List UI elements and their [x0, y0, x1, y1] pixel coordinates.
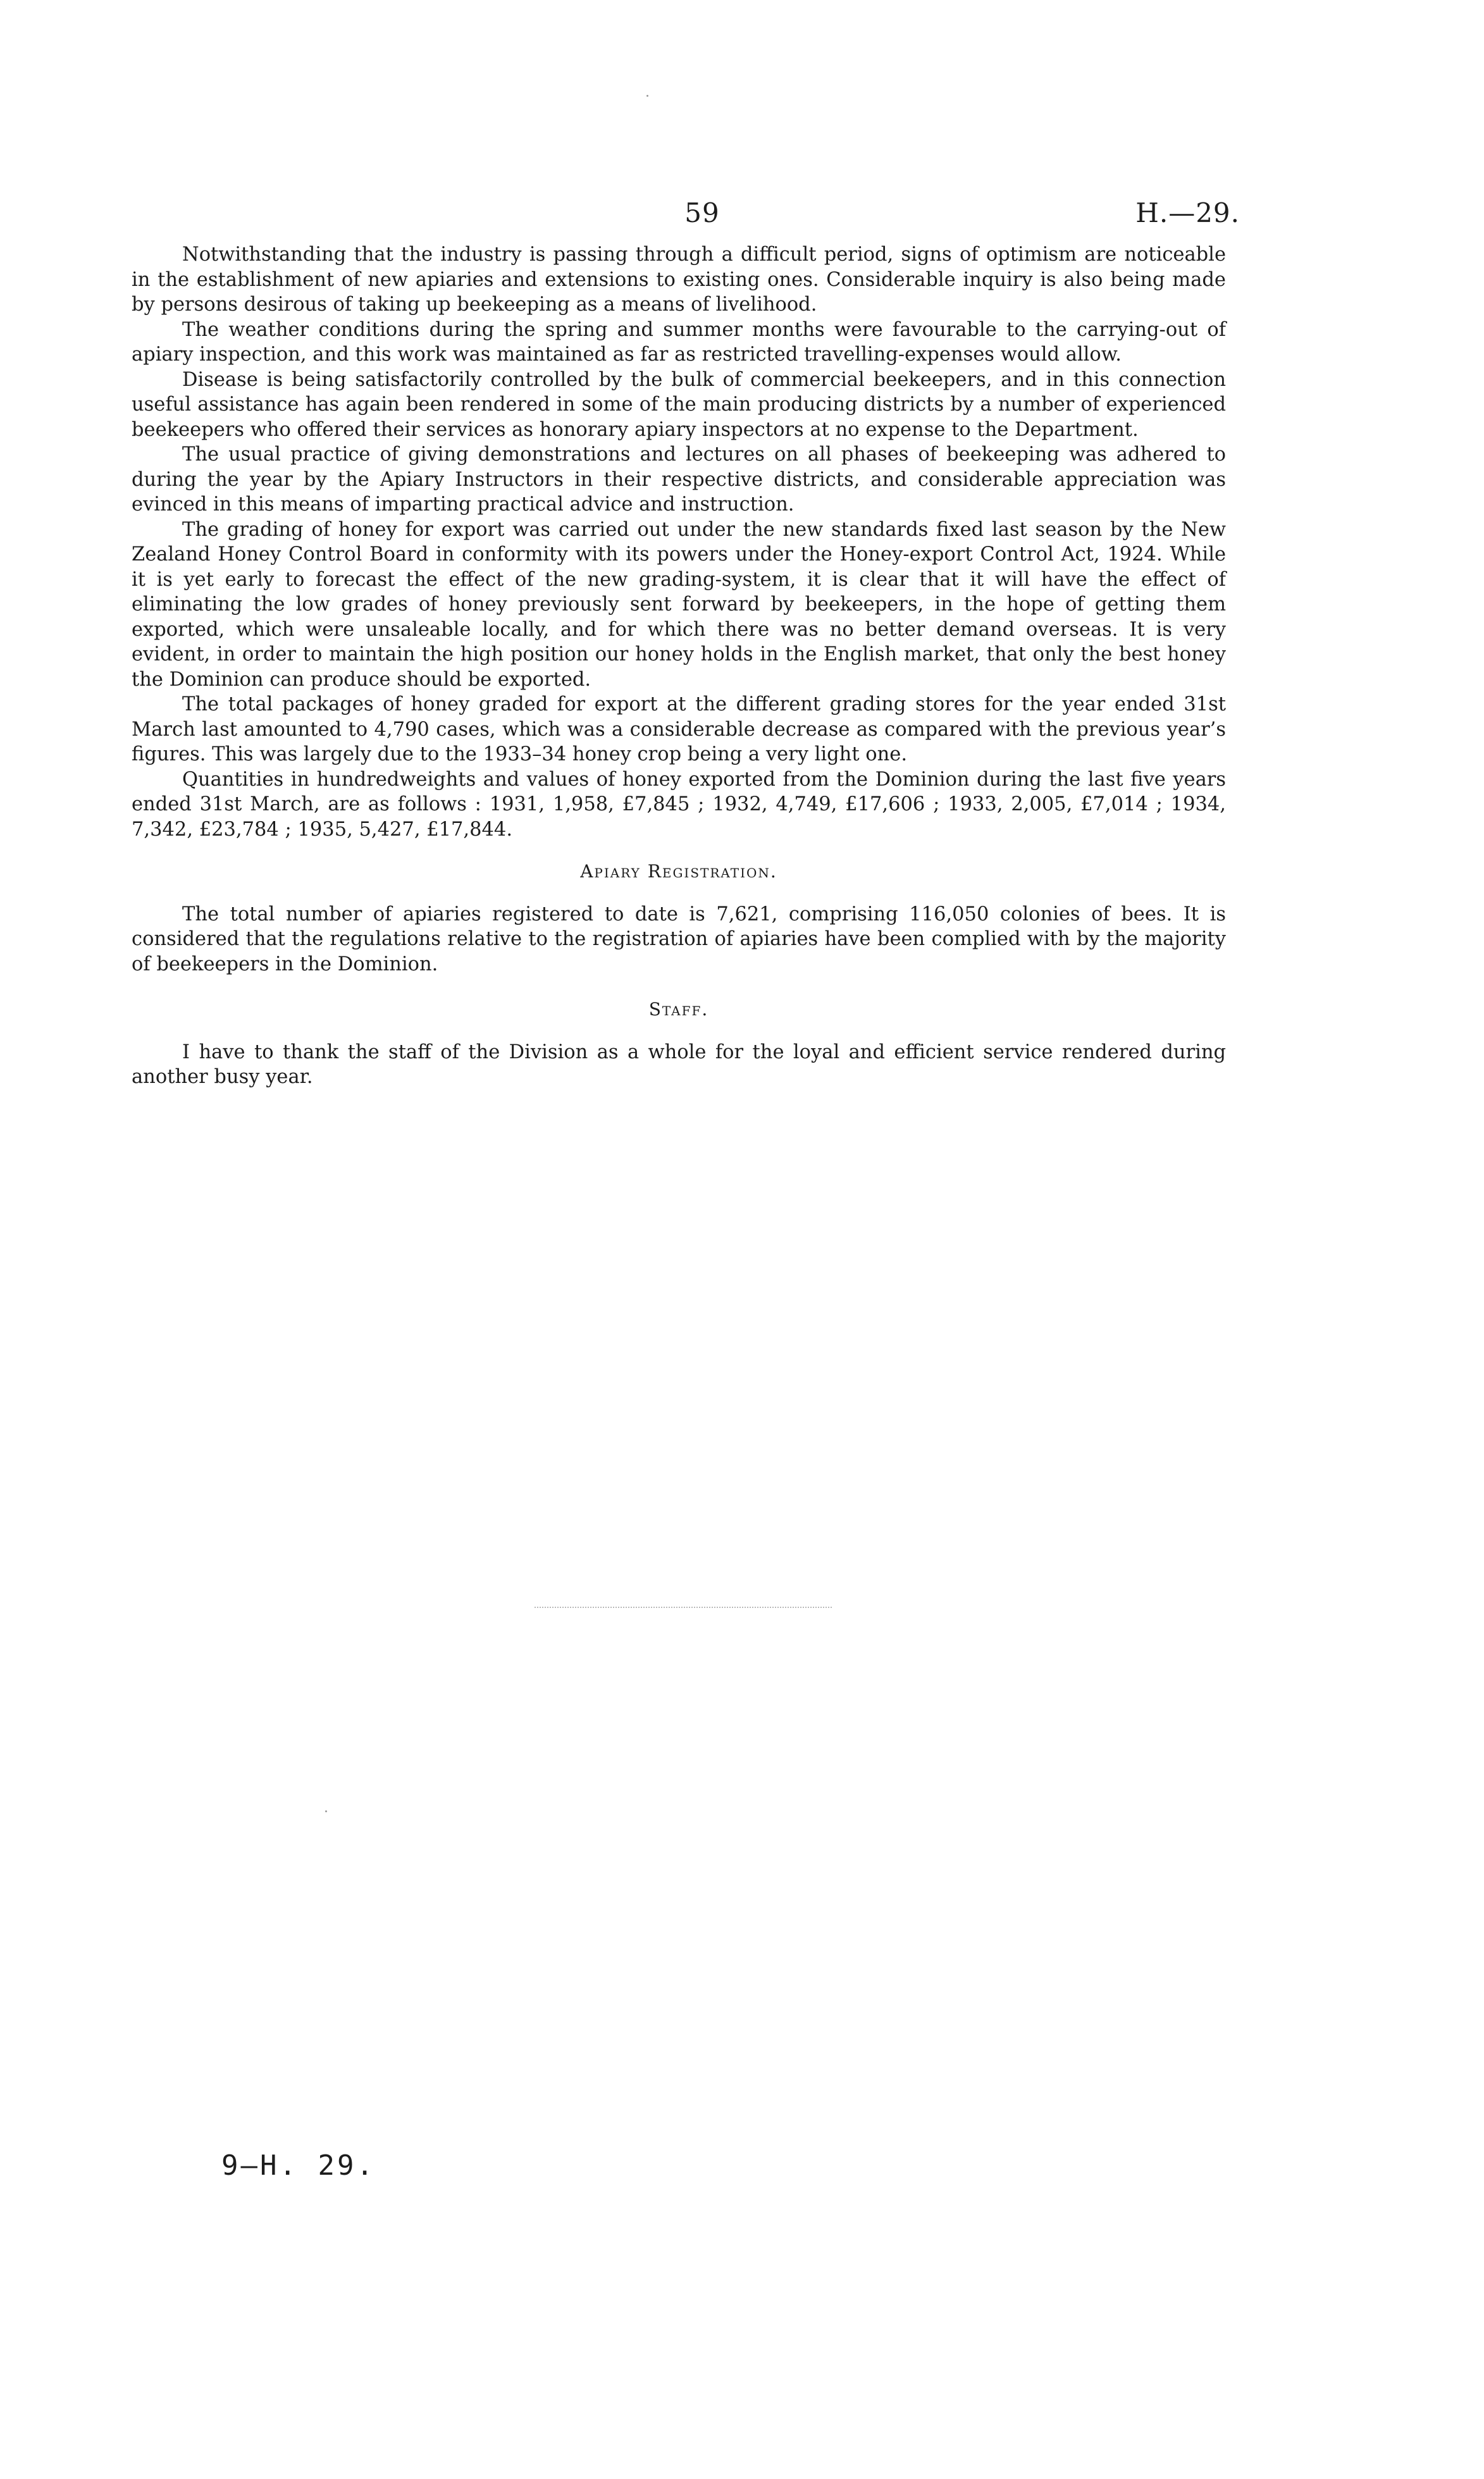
section-heading-staff: Staff. [648, 999, 709, 1020]
document-reference: H.—29. [1135, 197, 1240, 228]
paragraph-apiary-registration: The total number of apiaries registered to date is 7,621, comprising 116,050 colonies of bees. It is considered that the regulations relative to the registration of apiaries have been complied with by the majority of beekeepers in the Dominion. [132, 903, 1226, 975]
document-body [132, 242, 1226, 1090]
section-heading-apiary-registration: Apiary Registration. [580, 861, 777, 882]
scan-speck [646, 95, 648, 97]
footer-signature-ref: 9—H. 29. [221, 2149, 376, 2182]
scan-speck [325, 1810, 327, 1812]
paragraph-industry-optimism: Notwithstanding that the industry is passing through a difficult period, signs of optimism are noticeable in the establishment of new apiaries and extensions to existing ones. Considerable inquiry is also being made by persons desirous of taking up beekeeping as a means of livelihood. [132, 244, 1226, 316]
paragraph-export-quantities: Quantities in hundredweights and values of honey exported from the Dominion during the last five years ended 31st March, are as follows : 1931, 1,958, £7,845 ; 1932, 4,749, £17,606 ; 1933, 2,005, £7,014 ; 1934, 7,342, £23,784 ; 1935, 5,427, £17,844. [132, 768, 1226, 841]
paragraph-honey-grading: The grading of honey for export was carried out under the new standards fixed last season by the New Zealand Honey Control Board in conformity with its powers under the Honey-export Control Act, 1924. While it is yet early to forecast the effect of the new grading-system, it is clear that it will have the effect of eliminating the low grades of honey previously sent forward by beekeepers, in the hope of getting them exported, which were unsaleable locally, and for which there was no better demand overseas. It is very evident, in order to maintain the high position our honey holds in the English market, that only the best honey the Dominion can produce should be exported. [132, 518, 1226, 691]
paragraph-staff-thanks: I have to thank the staff of the Division as a whole for the loyal and efficient service rendered during another busy year. [132, 1041, 1226, 1088]
paragraph-weather-conditions: The weather conditions during the spring and summer months were favourable to the carrying-out of apiary inspection, and this work was maintained as far as restricted travelling-expenses would allow. [132, 318, 1226, 366]
page-number: 59 [684, 197, 720, 228]
paragraph-export-packages: The total packages of honey graded for export at the different grading stores for the year ended 31st March last amounted to 4,790 cases, which was a considerable decrease as compared with the previous year’s figures. This was largely due to the 1933–34 honey crop being a very light one. [132, 693, 1226, 765]
section-divider [535, 1607, 832, 1608]
paragraph-demonstrations: The usual practice of giving demonstrations and lectures on all phases of beekeeping was adhered to during the year by the Apiary Instructors in their respective districts, and considerable appreciation was evinced in this means of imparting practical advice and instruction. [132, 443, 1226, 516]
paragraph-disease-control: Disease is being satisfactorily controlled by the bulk of commercial beekeepers, and in this connection useful assistance has again been rendered in some of the main producing districts by a number of experienced beekeepers who offered their services as honorary apiary inspectors at no expense to the Department. [132, 368, 1226, 441]
